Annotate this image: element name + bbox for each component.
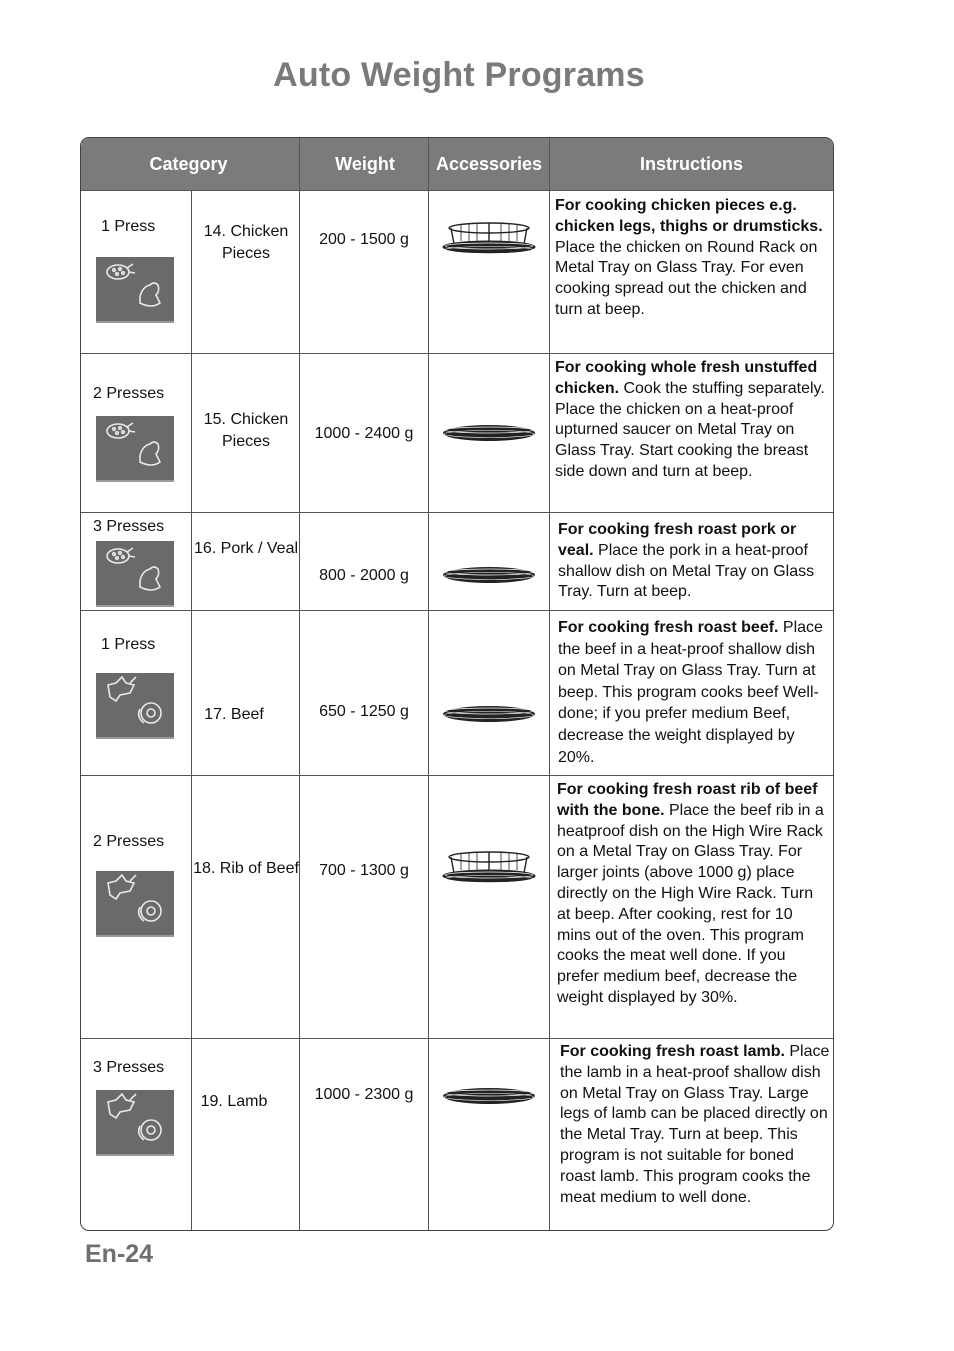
table-header (81, 138, 833, 190)
instruction-heading: For cooking whole fresh unstuffed chicken. (555, 359, 818, 397)
program-name (189, 1091, 279, 1113)
table-row (81, 191, 833, 353)
table-row (81, 354, 833, 512)
round-rack-on-metal-tray-icon (441, 219, 537, 267)
program-label: Rib of Beef (219, 860, 299, 877)
table-row (81, 1039, 833, 1230)
header-instructions: Instructions (639, 154, 743, 174)
program-number: 15. (203, 411, 226, 428)
page-title: Auto Weight Programs (273, 56, 645, 94)
metal-tray-icon (441, 422, 537, 444)
program-name (193, 409, 299, 453)
press-count: 1 Press (101, 218, 156, 235)
instruction-heading: For cooking chicken pieces e.g. chicken legs, thighs or drumsticks. (555, 197, 823, 235)
program-number: 16. (193, 540, 217, 557)
instruction-heading: For cooking fresh roast pork or veal. (558, 521, 797, 559)
program-label: Lamb (227, 1093, 268, 1110)
instruction-text (555, 358, 827, 483)
meat-icon (96, 871, 174, 937)
press-count: 3 Presses (93, 1059, 165, 1076)
instruction-text (558, 617, 830, 768)
program-number: 18. (193, 860, 216, 877)
instruction-heading: For cooking fresh roast rib of beef with the bone. (557, 781, 818, 819)
header-category: Category (149, 154, 228, 174)
poultry-icon (96, 541, 174, 607)
meat-icon (96, 1090, 174, 1156)
table-row (81, 776, 833, 1038)
instruction-heading: For cooking fresh roast beef. (558, 619, 779, 636)
press-count: 1 Press (101, 636, 156, 653)
instruction-body: Place the beef rib in a heatproof dish on the High Wire Rack on a Metal Tray on Glass Tray. For larger joints (above 1000 g) place directly on the High Wire Rack. Turn at beep. After cooking, rest for 10 mins out of the oven. This program cooks the meat well done. If you prefer medium beef, decrease the weight displayed by 30%. (557, 801, 824, 1006)
weight-range: 1000 - 2400 g (314, 425, 414, 442)
instruction-body: Place the chicken on Round Rack on Metal Tray on Glass Tray. For even cooking spread out the chicken and turn at beep. (555, 238, 818, 318)
program-label: Chicken Pieces (221, 411, 289, 450)
instruction-body: Place the beef in a heat-proof shallow dish on Metal Tray on Glass Tray. Turn at beep. This program cooks beef Well-done; if you prefer medium Beef, decrease the weight displayed by 20%. (558, 619, 823, 766)
table-row (81, 611, 833, 775)
instruction-body: Place the lamb in a heat-proof shallow dish on Metal Tray on Glass Tray. Large legs of lamb can be placed directly on the Metal Tray. Turn at beep. This program is not suitable for boned roast lamb. This program cooks the meat medium to well done. (560, 1043, 830, 1206)
metal-tray-icon (441, 1085, 537, 1107)
instruction-text (557, 780, 829, 1009)
press-count: 2 Presses (93, 833, 165, 850)
instruction-heading: For cooking fresh roast lamb. (560, 1043, 785, 1060)
weight-range: 650 - 1250 g (319, 703, 409, 720)
program-number: 17. (204, 706, 227, 723)
program-name (193, 538, 299, 560)
page-number: En-24 (85, 1240, 154, 1268)
program-label: Beef (230, 706, 264, 723)
weight-range: 800 - 2000 g (319, 567, 409, 584)
round-rack-on-metal-tray-icon (441, 848, 537, 896)
program-name (193, 221, 299, 265)
instruction-text (558, 520, 830, 603)
program-number: 19. (200, 1093, 223, 1110)
table-row (81, 513, 833, 610)
press-count: 2 Presses (93, 385, 165, 402)
metal-tray-icon (441, 564, 537, 586)
program-name (181, 704, 287, 726)
instruction-body: Cook the stuffing separately. Place the chicken on a heat-proof upturned saucer on Metal Tray on Glass Tray. Start cooking the breast side down and turn at beep. (555, 379, 825, 480)
instruction-body: Place the pork in a heat-proof shallow dish on Metal Tray on Glass Tray. Turn at beep. (558, 541, 815, 601)
header-accessories: Accessories (435, 154, 543, 174)
header-weight: Weight (335, 154, 395, 174)
weight-range: 1000 - 2300 g (314, 1086, 414, 1103)
auto-weight-programs-table (80, 137, 834, 1231)
meat-icon (96, 673, 174, 739)
poultry-icon (96, 416, 174, 482)
instruction-text (555, 196, 827, 321)
program-label: Pork / Veal (220, 540, 299, 557)
press-count: 3 Presses (93, 518, 165, 535)
program-label: Chicken Pieces (221, 223, 289, 262)
weight-range: 200 - 1500 g (319, 231, 409, 248)
program-number: 14. (203, 223, 226, 240)
instruction-text (560, 1042, 832, 1208)
metal-tray-icon (441, 703, 537, 725)
poultry-icon (96, 257, 174, 323)
weight-range: 700 - 1300 g (319, 862, 409, 879)
program-name (193, 858, 299, 880)
